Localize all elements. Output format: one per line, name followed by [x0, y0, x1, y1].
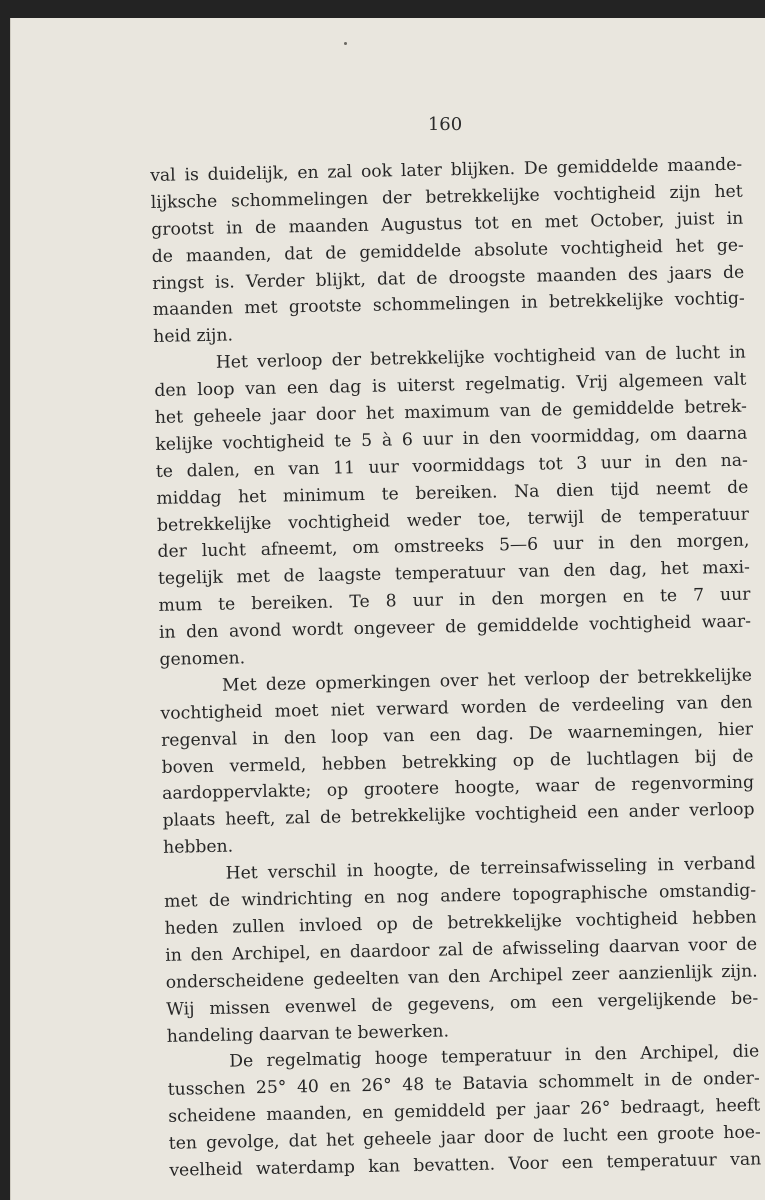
- text-line: grootst in de maanden Augustus tot en met October, juist in: [151, 208, 744, 240]
- text-line: ten gevolge, dat het geheele jaar door de lucht een groote hoe-: [168, 1122, 761, 1154]
- paragraph-start: De regelmatig hooge temperatuur in den Archipel, die: [229, 1041, 760, 1073]
- text-line: in den Archipel, en daardoor zal de afwisseling daarvan voor de: [165, 934, 758, 966]
- book-page: [10, 18, 765, 1200]
- text-line: ringst is. Verder blijkt, dat de droogste maanden des jaars de: [152, 262, 745, 294]
- text-line: te dalen, en van 11 uur voormiddags tot 3 uur in den na-: [155, 450, 749, 482]
- text-line: onderscheidene gedeelten van den Archipel zeer aanzienlijk zijn.: [165, 961, 758, 993]
- text-line: kelijke vochtigheid te 5 à 6 uur in den voormiddag, om daarna: [155, 423, 748, 455]
- text-line: veelheid waterdamp kan bevatten. Voor een temperatuur van: [169, 1149, 762, 1181]
- text-line: der lucht afneemt, om omstreeks 5—6 uur in den morgen,: [157, 531, 750, 563]
- paragraph-start: Het verloop der betrekkelijke vochtigheid van de lucht in: [215, 342, 746, 374]
- text-line: met de windrichting en nog andere topographische omstandig-: [163, 880, 757, 912]
- text-line: handeling daarvan te bewerken.: [166, 1020, 450, 1047]
- text-line: lijksche schommelingen der betrekkelijke vochtigheid zijn het: [150, 181, 743, 213]
- text-line: val is duidelijk, en zal ook later blijken. De gemiddelde maande-: [150, 154, 743, 186]
- paragraph-start: Het verschil in hoogte, de terreinsafwisseling in verband: [225, 853, 756, 884]
- text-line: betrekkelijke vochtigheid weder toe, terwijl de temperatuur: [156, 504, 750, 536]
- print-speck: [344, 42, 347, 45]
- paragraph-start: Met deze opmerkingen over het verloop der betrekkelijke: [221, 665, 753, 696]
- text-line: tusschen 25° 40 en 26° 48 te Batavia schommelt in de onder-: [167, 1068, 760, 1101]
- text-line: het geheele jaar door het maximum van de gemiddelde betrek-: [154, 396, 747, 428]
- text-line: genomen.: [159, 648, 246, 670]
- text-line: Wij missen evenwel de gegevens, om een vergelijkende be-: [166, 988, 759, 1020]
- page-number: 160: [427, 114, 463, 135]
- body-text: [150, 152, 762, 1185]
- text-line: regenval in den loop van een dag. De waarnemingen, hier: [160, 719, 754, 751]
- text-line: plaats heeft, zal de betrekkelijke vochtigheid een ander verloop: [162, 799, 755, 832]
- text-line: tegelijk met de laagste temperatuur van den dag, het maxi-: [157, 557, 751, 590]
- text-line: heid zijn.: [153, 325, 234, 348]
- text-line: scheidene maanden, en gemiddeld per jaar 26° bedraagt, heeft: [168, 1095, 761, 1127]
- text-line: heden zullen invloed op de betrekkelijke vochtigheid hebben: [164, 907, 757, 939]
- text-line: middag het minimum te bereiken. Na dien tijd neemt de: [156, 477, 749, 509]
- text-line: vochtigheid moet niet verward worden de verdeeling van den: [160, 692, 753, 724]
- text-line: de maanden, dat de gemiddelde absolute vochtigheid het ge-: [151, 235, 744, 267]
- text-line: boven vermeld, hebben betrekking op de luchtlagen bij de: [161, 746, 754, 778]
- text-line: mum te bereiken. Te 8 uur in den morgen en te 7 uur: [158, 584, 751, 617]
- text-line: maanden met grootste schommelingen in betrekkelijke vochtig-: [152, 289, 745, 321]
- text-line: aardoppervlakte; op grootere hoogte, waar de regenvorming: [161, 773, 755, 805]
- text-line: in den avond wordt ongeveer de gemiddelde vochtigheid waar-: [158, 611, 752, 644]
- text-line: hebben.: [162, 836, 234, 859]
- text-line: den loop van een dag is uiterst regelmatig. Vrij algemeen valt: [154, 369, 747, 402]
